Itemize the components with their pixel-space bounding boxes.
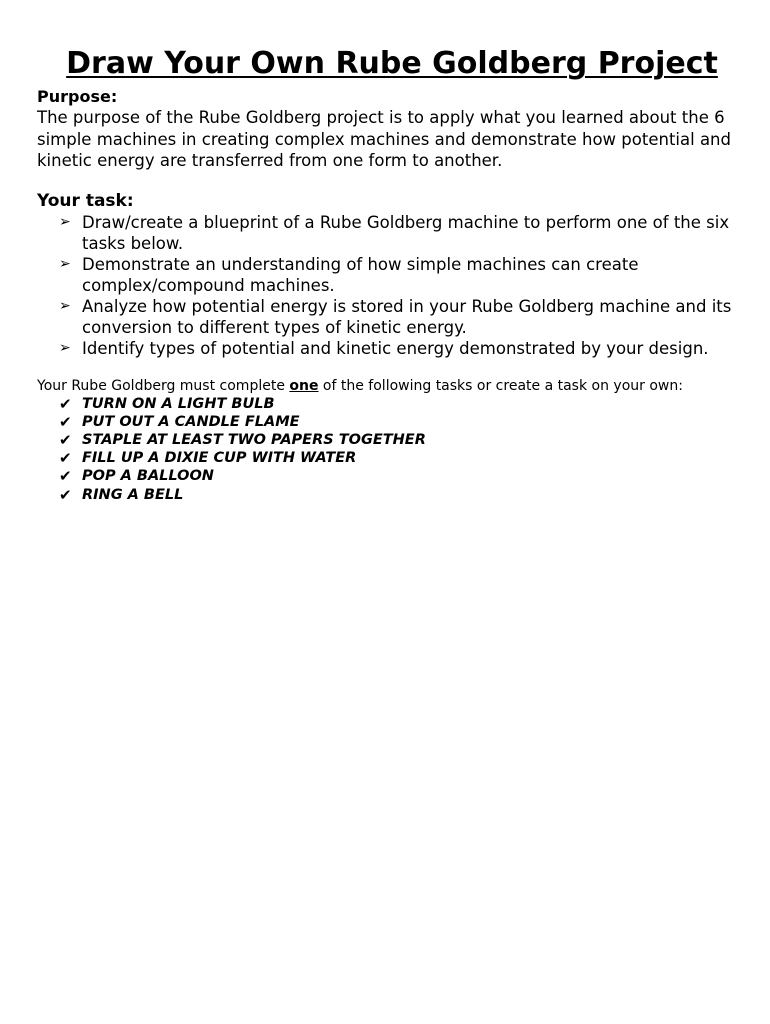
option-item [59, 395, 737, 413]
option-item-text: RING A BELL [82, 486, 184, 503]
arrow-bullet-icon: ➢ [59, 255, 71, 272]
choices-intro-after: of the following tasks or create a task on your own: [318, 377, 683, 394]
task-item [59, 296, 737, 338]
task-item [59, 212, 737, 254]
document-page [37, 44, 737, 504]
option-item-text: FILL UP A DIXIE CUP WITH WATER [82, 450, 357, 467]
checkmark-icon: ✔ [59, 467, 72, 486]
task-item [59, 254, 737, 296]
checkmark-icon: ✔ [59, 430, 72, 449]
option-item [59, 431, 737, 449]
option-item [59, 467, 737, 485]
task-label: Your task: [37, 190, 134, 211]
task-item-text: Identify types of potential and kinetic energy demonstrated by your design. [82, 338, 709, 358]
choices-intro [37, 377, 737, 395]
option-list [37, 395, 737, 504]
checkmark-icon: ✔ [59, 485, 72, 504]
option-item-text: PUT OUT A CANDLE FLAME [82, 413, 300, 430]
option-item-text: TURN ON A LIGHT BULB [82, 395, 275, 412]
task-item-text: Demonstrate an understanding of how simple machines can create complex/compound machines. [82, 254, 639, 295]
checkmark-icon: ✔ [59, 412, 72, 431]
task-item-text: Analyze how potential energy is stored in your Rube Goldberg machine and its conversion to different types of kinetic energy. [82, 296, 732, 337]
arrow-bullet-icon: ➢ [59, 339, 71, 356]
task-item [59, 338, 737, 359]
choices-intro-emphasis: one [289, 377, 319, 394]
option-item [59, 449, 737, 467]
checkmark-icon: ✔ [59, 449, 72, 468]
purpose-text: The purpose of the Rube Goldberg project is to apply what you learned about the 6 simple machines in creating complex machines and demonstrate how potential and kinetic energy are transferred from one form to another. [37, 108, 731, 170]
option-item [59, 413, 737, 431]
task-item-text: Draw/create a blueprint of a Rube Goldberg machine to perform one of the six tasks below. [82, 212, 730, 253]
checkmark-icon: ✔ [59, 394, 72, 413]
choices-intro-before: Your Rube Goldberg must complete [37, 377, 290, 394]
purpose-label: Purpose: [37, 87, 118, 106]
option-item-text: POP A BALLOON [82, 468, 214, 485]
option-item [59, 486, 737, 504]
arrow-bullet-icon: ➢ [59, 213, 71, 230]
page-title: Draw Your Own Rube Goldberg Project [66, 46, 718, 81]
task-list [37, 212, 737, 359]
arrow-bullet-icon: ➢ [59, 297, 71, 314]
option-item-text: STAPLE AT LEAST TWO PAPERS TOGETHER [82, 431, 426, 448]
